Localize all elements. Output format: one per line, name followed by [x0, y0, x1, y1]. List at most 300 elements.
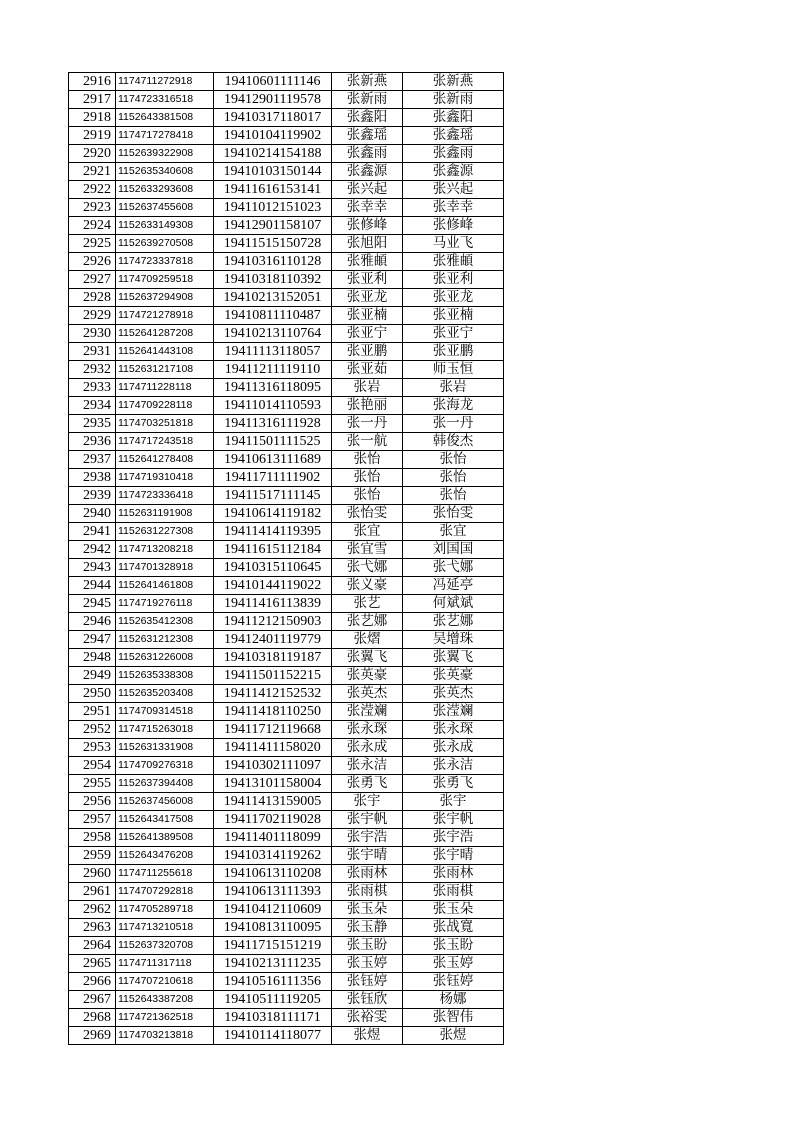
name-cell: 张怡雯: [332, 505, 403, 523]
payee-name-cell: 张新燕: [403, 73, 504, 91]
row-number-cell: 2965: [69, 955, 116, 973]
account-number-cell: 1152633293608: [116, 181, 214, 199]
payee-name-cell: 张雨林: [403, 865, 504, 883]
table-row: [69, 955, 504, 973]
name-cell: 张宜: [332, 523, 403, 541]
table-row: [69, 1027, 504, 1045]
row-number-cell: 2953: [69, 739, 116, 757]
row-number-cell: 2923: [69, 199, 116, 217]
id-number-cell: 19410811110487: [214, 307, 332, 325]
row-number-cell: 2948: [69, 649, 116, 667]
name-cell: 张英杰: [332, 685, 403, 703]
id-number-cell: 19411414119395: [214, 523, 332, 541]
payee-name-cell: 张弋娜: [403, 559, 504, 577]
id-number-cell: 19411411158020: [214, 739, 332, 757]
account-number-cell: 1152643381508: [116, 109, 214, 127]
name-cell: 张亚利: [332, 271, 403, 289]
payee-name-cell: 张新雨: [403, 91, 504, 109]
name-cell: 张玉静: [332, 919, 403, 937]
name-cell: 张弋娜: [332, 559, 403, 577]
table-row: [69, 703, 504, 721]
payee-name-cell: 张鑫源: [403, 163, 504, 181]
row-number-cell: 2918: [69, 109, 116, 127]
table-row: [69, 793, 504, 811]
table-row: [69, 109, 504, 127]
account-number-cell: 1152643387208: [116, 991, 214, 1009]
account-number-cell: 1174711317118: [116, 955, 214, 973]
id-number-cell: 19410613111689: [214, 451, 332, 469]
payee-name-cell: 冯延亭: [403, 577, 504, 595]
account-number-cell: 1174713208218: [116, 541, 214, 559]
table-row: [69, 217, 504, 235]
id-number-cell: 19411712119668: [214, 721, 332, 739]
table-row: [69, 649, 504, 667]
account-number-cell: 1152643476208: [116, 847, 214, 865]
id-number-cell: 19410104119902: [214, 127, 332, 145]
id-number-cell: 19410213111235: [214, 955, 332, 973]
payee-name-cell: 师玉恒: [403, 361, 504, 379]
table-row: [69, 757, 504, 775]
table-row: [69, 523, 504, 541]
table-row: [69, 505, 504, 523]
account-number-cell: 1174703251818: [116, 415, 214, 433]
table-row: [69, 721, 504, 739]
account-number-cell: 1152631331908: [116, 739, 214, 757]
account-number-cell: 1152633149308: [116, 217, 214, 235]
payee-name-cell: 张钰婷: [403, 973, 504, 991]
id-number-cell: 19410613111393: [214, 883, 332, 901]
payee-name-cell: 何斌斌: [403, 595, 504, 613]
row-number-cell: 2942: [69, 541, 116, 559]
table-row: [69, 1009, 504, 1027]
account-number-cell: 1174709259518: [116, 271, 214, 289]
payee-name-cell: 张勇飞: [403, 775, 504, 793]
payee-name-cell: 张岩: [403, 379, 504, 397]
account-number-cell: 1152631217108: [116, 361, 214, 379]
table-row: [69, 901, 504, 919]
account-number-cell: 1152637455608: [116, 199, 214, 217]
table-row: [69, 415, 504, 433]
row-number-cell: 2932: [69, 361, 116, 379]
table-row: [69, 667, 504, 685]
id-number-cell: 19410114118077: [214, 1027, 332, 1045]
id-number-cell: 19411212150903: [214, 613, 332, 631]
account-number-cell: 1174717243518: [116, 433, 214, 451]
id-number-cell: 19411501152215: [214, 667, 332, 685]
row-number-cell: 2964: [69, 937, 116, 955]
id-number-cell: 19411501111525: [214, 433, 332, 451]
row-number-cell: 2941: [69, 523, 116, 541]
table-row: [69, 163, 504, 181]
name-cell: 张亚鹏: [332, 343, 403, 361]
name-cell: 张亚龙: [332, 289, 403, 307]
payee-name-cell: 韩俊杰: [403, 433, 504, 451]
id-number-cell: 19413101158004: [214, 775, 332, 793]
name-cell: 张雨棋: [332, 883, 403, 901]
payee-name-cell: 张海龙: [403, 397, 504, 415]
name-cell: 张亚楠: [332, 307, 403, 325]
account-number-cell: 1152635340608: [116, 163, 214, 181]
payee-name-cell: 张艺娜: [403, 613, 504, 631]
id-number-cell: 19410213152051: [214, 289, 332, 307]
account-number-cell: 1152639270508: [116, 235, 214, 253]
payee-name-cell: 张怡雯: [403, 505, 504, 523]
name-cell: 张怡: [332, 451, 403, 469]
table-row: [69, 613, 504, 631]
id-number-cell: 19410317118017: [214, 109, 332, 127]
name-cell: 张煜: [332, 1027, 403, 1045]
table-row: [69, 235, 504, 253]
row-number-cell: 2929: [69, 307, 116, 325]
id-number-cell: 19410318110392: [214, 271, 332, 289]
id-number-cell: 19410213110764: [214, 325, 332, 343]
name-cell: 张艳丽: [332, 397, 403, 415]
account-number-cell: 1174711228118: [116, 379, 214, 397]
row-number-cell: 2960: [69, 865, 116, 883]
table-row: [69, 577, 504, 595]
id-number-cell: 19410614119182: [214, 505, 332, 523]
account-number-cell: 1152639322908: [116, 145, 214, 163]
name-cell: 张宇: [332, 793, 403, 811]
row-number-cell: 2949: [69, 667, 116, 685]
name-cell: 张亚茹: [332, 361, 403, 379]
name-cell: 张勇飞: [332, 775, 403, 793]
name-cell: 张钰欣: [332, 991, 403, 1009]
payee-name-cell: 张宇浩: [403, 829, 504, 847]
id-number-cell: 19410103150144: [214, 163, 332, 181]
table-row: [69, 433, 504, 451]
payee-name-cell: 张滢斓: [403, 703, 504, 721]
table-row: [69, 685, 504, 703]
payee-name-cell: 张怡: [403, 487, 504, 505]
table-row: [69, 199, 504, 217]
name-cell: 张永洁: [332, 757, 403, 775]
id-number-cell: 19410318119187: [214, 649, 332, 667]
name-cell: 张鑫源: [332, 163, 403, 181]
id-number-cell: 19412901119578: [214, 91, 332, 109]
name-cell: 张义豪: [332, 577, 403, 595]
id-number-cell: 19412401119779: [214, 631, 332, 649]
name-cell: 张岩: [332, 379, 403, 397]
payee-name-cell: 张煜: [403, 1027, 504, 1045]
payee-name-cell: 张永琛: [403, 721, 504, 739]
account-number-cell: 1152631227308: [116, 523, 214, 541]
row-number-cell: 2952: [69, 721, 116, 739]
account-number-cell: 1152635203408: [116, 685, 214, 703]
account-number-cell: 1174721278918: [116, 307, 214, 325]
id-number-cell: 19410516111356: [214, 973, 332, 991]
table-row: [69, 397, 504, 415]
row-number-cell: 2954: [69, 757, 116, 775]
name-cell: 张宇晴: [332, 847, 403, 865]
row-number-cell: 2966: [69, 973, 116, 991]
payee-name-cell: 张宜: [403, 523, 504, 541]
table-row: [69, 991, 504, 1009]
id-number-cell: 19410813110095: [214, 919, 332, 937]
account-number-cell: 1174711272918: [116, 73, 214, 91]
id-number-cell: 19410613110208: [214, 865, 332, 883]
table-row: [69, 307, 504, 325]
table-row: [69, 181, 504, 199]
account-number-cell: 1152631212308: [116, 631, 214, 649]
data-table: [68, 72, 504, 1045]
table-row: [69, 325, 504, 343]
account-number-cell: 1174709228118: [116, 397, 214, 415]
account-number-cell: 1174723336418: [116, 487, 214, 505]
payee-name-cell: 张亚龙: [403, 289, 504, 307]
table-row: [69, 739, 504, 757]
id-number-cell: 19411715151219: [214, 937, 332, 955]
account-number-cell: 1174707210618: [116, 973, 214, 991]
payee-name-cell: 张英豪: [403, 667, 504, 685]
table-row: [69, 127, 504, 145]
payee-name-cell: 张兴起: [403, 181, 504, 199]
id-number-cell: 19410511119205: [214, 991, 332, 1009]
row-number-cell: 2936: [69, 433, 116, 451]
name-cell: 张修峰: [332, 217, 403, 235]
id-number-cell: 19410601111146: [214, 73, 332, 91]
id-number-cell: 19410302111097: [214, 757, 332, 775]
table-body: [69, 73, 504, 1045]
account-number-cell: 1152637320708: [116, 937, 214, 955]
row-number-cell: 2957: [69, 811, 116, 829]
row-number-cell: 2962: [69, 901, 116, 919]
name-cell: 张滢斓: [332, 703, 403, 721]
payee-name-cell: 刘国国: [403, 541, 504, 559]
row-number-cell: 2933: [69, 379, 116, 397]
row-number-cell: 2920: [69, 145, 116, 163]
payee-name-cell: 张智伟: [403, 1009, 504, 1027]
account-number-cell: 1174721362518: [116, 1009, 214, 1027]
name-cell: 张兴起: [332, 181, 403, 199]
payee-name-cell: 张玉婷: [403, 955, 504, 973]
id-number-cell: 19411515150728: [214, 235, 332, 253]
row-number-cell: 2969: [69, 1027, 116, 1045]
id-number-cell: 19411316111928: [214, 415, 332, 433]
id-number-cell: 19411711111902: [214, 469, 332, 487]
account-number-cell: 1152637394408: [116, 775, 214, 793]
name-cell: 张鑫阳: [332, 109, 403, 127]
row-number-cell: 2926: [69, 253, 116, 271]
payee-name-cell: 张鑫雨: [403, 145, 504, 163]
name-cell: 张新燕: [332, 73, 403, 91]
name-cell: 张英豪: [332, 667, 403, 685]
table-row: [69, 145, 504, 163]
row-number-cell: 2937: [69, 451, 116, 469]
id-number-cell: 19411014110593: [214, 397, 332, 415]
account-number-cell: 1152635338308: [116, 667, 214, 685]
id-number-cell: 19411211119110: [214, 361, 332, 379]
account-number-cell: 1174701328918: [116, 559, 214, 577]
account-number-cell: 1174713210518: [116, 919, 214, 937]
table-row: [69, 847, 504, 865]
account-number-cell: 1152637294908: [116, 289, 214, 307]
payee-name-cell: 张雨棋: [403, 883, 504, 901]
account-number-cell: 1174711255618: [116, 865, 214, 883]
name-cell: 张裕雯: [332, 1009, 403, 1027]
table-row: [69, 631, 504, 649]
payee-name-cell: 张鑫瑶: [403, 127, 504, 145]
account-number-cell: 1174723316518: [116, 91, 214, 109]
row-number-cell: 2940: [69, 505, 116, 523]
account-number-cell: 1174709276318: [116, 757, 214, 775]
name-cell: 张艺: [332, 595, 403, 613]
row-number-cell: 2967: [69, 991, 116, 1009]
table-row: [69, 271, 504, 289]
account-number-cell: 1152641278408: [116, 451, 214, 469]
row-number-cell: 2935: [69, 415, 116, 433]
row-number-cell: 2922: [69, 181, 116, 199]
id-number-cell: 19411517111145: [214, 487, 332, 505]
row-number-cell: 2963: [69, 919, 116, 937]
table-row: [69, 937, 504, 955]
name-cell: 张怡: [332, 469, 403, 487]
id-number-cell: 19410316110128: [214, 253, 332, 271]
id-number-cell: 19411418110250: [214, 703, 332, 721]
payee-name-cell: 张玉朵: [403, 901, 504, 919]
id-number-cell: 19411412152532: [214, 685, 332, 703]
account-number-cell: 1174723337818: [116, 253, 214, 271]
name-cell: 张亚宁: [332, 325, 403, 343]
payee-name-cell: 张鑫阳: [403, 109, 504, 127]
table-row: [69, 973, 504, 991]
row-number-cell: 2951: [69, 703, 116, 721]
row-number-cell: 2945: [69, 595, 116, 613]
row-number-cell: 2947: [69, 631, 116, 649]
name-cell: 张熠: [332, 631, 403, 649]
account-number-cell: 1152643417508: [116, 811, 214, 829]
payee-name-cell: 张亚楠: [403, 307, 504, 325]
id-number-cell: 19410314119262: [214, 847, 332, 865]
id-number-cell: 19411316118095: [214, 379, 332, 397]
payee-name-cell: 张怡: [403, 451, 504, 469]
account-number-cell: 1174707292818: [116, 883, 214, 901]
account-number-cell: 1152641389508: [116, 829, 214, 847]
row-number-cell: 2943: [69, 559, 116, 577]
row-number-cell: 2934: [69, 397, 116, 415]
name-cell: 张玉盼: [332, 937, 403, 955]
id-number-cell: 19411416113839: [214, 595, 332, 613]
payee-name-cell: 杨娜: [403, 991, 504, 1009]
account-number-cell: 1174719276118: [116, 595, 214, 613]
id-number-cell: 19410412110609: [214, 901, 332, 919]
table-row: [69, 865, 504, 883]
account-number-cell: 1152635412308: [116, 613, 214, 631]
table-row: [69, 919, 504, 937]
name-cell: 张雅頔: [332, 253, 403, 271]
name-cell: 张新雨: [332, 91, 403, 109]
payee-name-cell: 张永洁: [403, 757, 504, 775]
name-cell: 张艺娜: [332, 613, 403, 631]
row-number-cell: 2950: [69, 685, 116, 703]
id-number-cell: 19410144119022: [214, 577, 332, 595]
row-number-cell: 2958: [69, 829, 116, 847]
payee-name-cell: 张幸幸: [403, 199, 504, 217]
payee-name-cell: 张翼飞: [403, 649, 504, 667]
payee-name-cell: 吴增珠: [403, 631, 504, 649]
id-number-cell: 19411113118057: [214, 343, 332, 361]
id-number-cell: 19410318111171: [214, 1009, 332, 1027]
payee-name-cell: 张宇: [403, 793, 504, 811]
payee-name-cell: 张战寬: [403, 919, 504, 937]
payee-name-cell: 张宇帆: [403, 811, 504, 829]
name-cell: 张旭阳: [332, 235, 403, 253]
row-number-cell: 2930: [69, 325, 116, 343]
id-number-cell: 19411413159005: [214, 793, 332, 811]
table-row: [69, 541, 504, 559]
table-row: [69, 253, 504, 271]
account-number-cell: 1152641287208: [116, 325, 214, 343]
table-row: [69, 469, 504, 487]
row-number-cell: 2944: [69, 577, 116, 595]
payee-name-cell: 张修峰: [403, 217, 504, 235]
account-number-cell: 1174705289718: [116, 901, 214, 919]
table-row: [69, 73, 504, 91]
account-number-cell: 1152631226008: [116, 649, 214, 667]
name-cell: 张一丹: [332, 415, 403, 433]
account-number-cell: 1152637456008: [116, 793, 214, 811]
row-number-cell: 2959: [69, 847, 116, 865]
payee-name-cell: 张英杰: [403, 685, 504, 703]
row-number-cell: 2919: [69, 127, 116, 145]
name-cell: 张怡: [332, 487, 403, 505]
name-cell: 张宜雪: [332, 541, 403, 559]
payee-name-cell: 马业飞: [403, 235, 504, 253]
id-number-cell: 19411012151023: [214, 199, 332, 217]
table-row: [69, 451, 504, 469]
account-number-cell: 1174719310418: [116, 469, 214, 487]
row-number-cell: 2925: [69, 235, 116, 253]
name-cell: 张永成: [332, 739, 403, 757]
name-cell: 张雨林: [332, 865, 403, 883]
row-number-cell: 2928: [69, 289, 116, 307]
table-row: [69, 775, 504, 793]
row-number-cell: 2968: [69, 1009, 116, 1027]
table-row: [69, 559, 504, 577]
name-cell: 张钰婷: [332, 973, 403, 991]
payee-name-cell: 张一丹: [403, 415, 504, 433]
row-number-cell: 2939: [69, 487, 116, 505]
row-number-cell: 2946: [69, 613, 116, 631]
row-number-cell: 2931: [69, 343, 116, 361]
id-number-cell: 19412901158107: [214, 217, 332, 235]
account-number-cell: 1174709314518: [116, 703, 214, 721]
table-row: [69, 361, 504, 379]
payee-name-cell: 张永成: [403, 739, 504, 757]
name-cell: 张鑫雨: [332, 145, 403, 163]
name-cell: 张幸幸: [332, 199, 403, 217]
row-number-cell: 2956: [69, 793, 116, 811]
payee-name-cell: 张宇晴: [403, 847, 504, 865]
table-row: [69, 487, 504, 505]
account-number-cell: 1152631191908: [116, 505, 214, 523]
row-number-cell: 2921: [69, 163, 116, 181]
table-row: [69, 379, 504, 397]
table-row: [69, 289, 504, 307]
name-cell: 张玉朵: [332, 901, 403, 919]
row-number-cell: 2955: [69, 775, 116, 793]
payee-name-cell: 张玉盼: [403, 937, 504, 955]
id-number-cell: 19411702119028: [214, 811, 332, 829]
payee-name-cell: 张怡: [403, 469, 504, 487]
id-number-cell: 19411615112184: [214, 541, 332, 559]
table-row: [69, 343, 504, 361]
account-number-cell: 1174717278418: [116, 127, 214, 145]
id-number-cell: 19410315110645: [214, 559, 332, 577]
name-cell: 张翼飞: [332, 649, 403, 667]
row-number-cell: 2938: [69, 469, 116, 487]
table-row: [69, 829, 504, 847]
